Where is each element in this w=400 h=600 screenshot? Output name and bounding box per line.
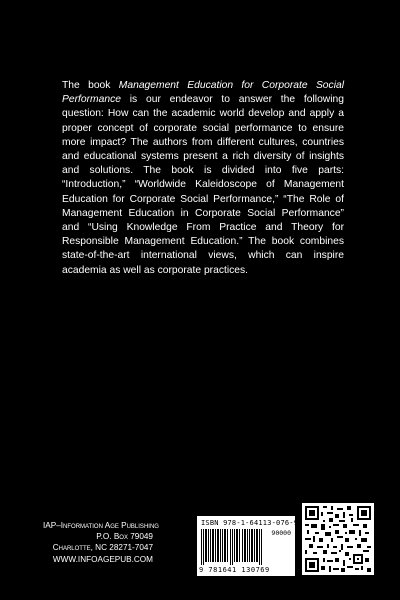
qr-code-icon: [305, 506, 371, 572]
publisher-website: WWW.INFOAGEPUB.COM: [52, 554, 153, 564]
book-title-italic: Management Education for Corporate Social Performance: [62, 80, 344, 106]
price-code: 90000: [271, 529, 291, 537]
publisher-name: IAP–Information Age Publishing: [43, 521, 159, 530]
isbn-label: ISBN 978-1-64113-076-9: [201, 519, 299, 527]
blurb-lead: The book: [62, 80, 119, 91]
publisher-city: Charlotte, NC 28271-7047: [52, 543, 153, 553]
publisher-po-box: P.O. Box 79049: [96, 532, 153, 542]
publisher-info: [43, 520, 159, 565]
qr-code: [302, 503, 374, 575]
book-description: [62, 79, 344, 278]
barcode-digits: 9 781641 130769: [199, 566, 270, 574]
blurb-body: is our endeavor to answer the following question: How can the academic world develop and apply a proper concept of corporate social performance to ensure more impact? The authors from different cultures, countries and educational systems present a rich diversity of insights and solutions. The book is divided into five parts: “Introduction,” “Worldwide Kaleidoscope of Management Education for Corporate Social Performance,” “The Role of Management Education in Corporate Social Performance” and “Using Knowledge From Practice and Theory for Responsible Management Education.” The book combines state-of-the-art international views, which can inspire academia as well as corporate practices.: [62, 94, 344, 276]
barcode-bars-icon: [201, 529, 263, 565]
isbn-barcode: [197, 516, 299, 576]
